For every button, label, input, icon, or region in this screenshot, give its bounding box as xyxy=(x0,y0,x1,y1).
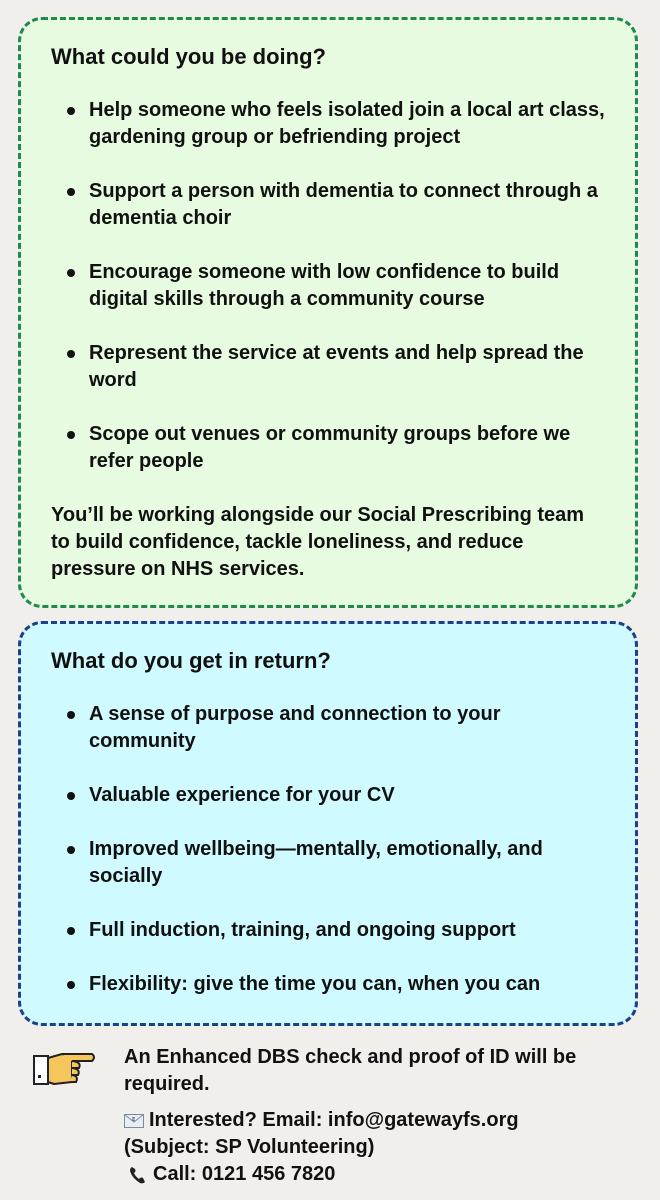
list-item: Flexibility: give the time you can, when you can xyxy=(51,971,605,998)
doing-card xyxy=(18,17,638,608)
list-item: Full induction, training, and ongoing support xyxy=(51,917,605,944)
bullet-dot-icon xyxy=(67,711,75,719)
list-item: Represent the service at events and help spread the word xyxy=(51,340,605,394)
phone-line xyxy=(124,1161,624,1188)
list-item: Improved wellbeing—mentally, emotionally, and socially xyxy=(51,836,605,890)
doing-list xyxy=(51,97,605,475)
dbs-note: An Enhanced DBS check and proof of ID will be required. xyxy=(124,1046,577,1095)
email-link[interactable]: Interested? Email: info@gatewayfs.org xyxy=(149,1109,519,1131)
telephone-icon xyxy=(128,1165,148,1185)
list-item: Encourage someone with low confidence to build digital skills through a community course xyxy=(51,259,605,313)
phone-link[interactable]: Call: 0121 456 7820 xyxy=(153,1163,336,1185)
svg-text:E: E xyxy=(132,1116,136,1123)
contact-text-block xyxy=(124,1044,624,1188)
bullet-dot-icon xyxy=(67,107,75,115)
return-card xyxy=(18,621,638,1026)
email-line xyxy=(124,1107,624,1134)
email-subject: (Subject: SP Volunteering) xyxy=(124,1136,375,1158)
bullet-dot-icon xyxy=(67,792,75,800)
return-title: What do you get in return? xyxy=(51,648,331,673)
bullet-dot-icon xyxy=(67,269,75,277)
list-item: Support a person with dementia to connect through a dementia choir xyxy=(51,178,605,232)
return-list xyxy=(51,701,605,998)
list-item: A sense of purpose and connection to your community xyxy=(51,701,605,755)
list-item: Scope out venues or community groups before we refer people xyxy=(51,421,605,475)
bullet-dot-icon xyxy=(67,927,75,935)
doing-closing-text: You’ll be working alongside our Social Prescribing team to build confidence, tackle loneliness, and reduce pressure on NHS services. xyxy=(51,504,585,580)
bullet-dot-icon xyxy=(67,350,75,358)
envelope-icon xyxy=(124,1114,144,1128)
list-item: Help someone who feels isolated join a local art class, gardening group or befriending project xyxy=(51,97,605,151)
bullet-dot-icon xyxy=(67,981,75,989)
bullet-dot-icon xyxy=(67,846,75,854)
doing-title: What could you be doing? xyxy=(51,44,326,69)
bullet-dot-icon xyxy=(67,188,75,196)
list-item: Valuable experience for your CV xyxy=(51,782,605,809)
bullet-dot-icon xyxy=(67,431,75,439)
hand-pointing-right-icon xyxy=(32,1044,98,1088)
